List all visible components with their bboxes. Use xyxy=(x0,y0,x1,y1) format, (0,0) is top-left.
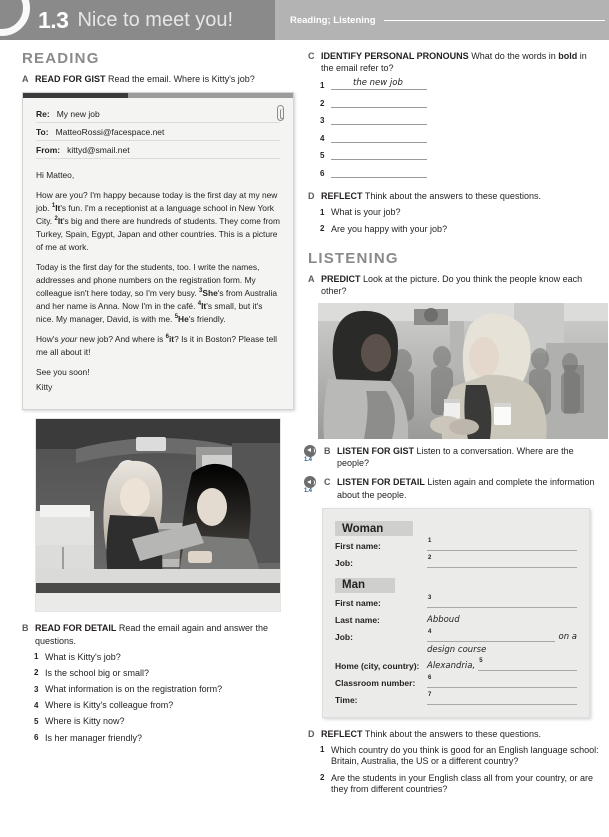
right-column xyxy=(300,50,609,801)
speaker-icon[interactable] xyxy=(304,445,316,457)
left-column xyxy=(0,50,300,801)
exercise-reading-a xyxy=(22,73,286,85)
exercise-listening-d xyxy=(308,728,601,740)
item-text: Are the students in your English class all from your country, or are they from different countries? xyxy=(331,772,593,795)
track-number: 1.4 xyxy=(304,488,312,495)
form-label: Job: xyxy=(335,631,353,642)
exercise-instruction: Look at the picture. Do you think the people know each other? xyxy=(321,273,583,296)
form-row xyxy=(335,555,577,569)
exercise-text xyxy=(321,50,601,74)
exercise-lead: REFLECT xyxy=(321,728,363,739)
exercise-lead: READ FOR DETAIL xyxy=(35,623,117,634)
skills-banner xyxy=(275,0,609,40)
form-input-line[interactable] xyxy=(427,538,577,551)
exercise-text xyxy=(321,273,601,297)
exercise-reading-b xyxy=(22,622,286,646)
form-input-line[interactable] xyxy=(478,657,577,671)
item-number: 1 xyxy=(320,81,325,91)
item-number: 4 xyxy=(320,133,325,143)
reading-b-question-list xyxy=(34,652,286,745)
answer-line[interactable] xyxy=(331,97,427,108)
list-item xyxy=(34,733,286,745)
form-row xyxy=(335,691,577,705)
form-label: Time: xyxy=(335,694,358,705)
email-signature: Kitty xyxy=(36,382,53,393)
exercise-letter: A xyxy=(22,74,29,84)
bold-pronoun: He xyxy=(178,314,189,325)
item-text: What information is on the registration form? xyxy=(45,684,223,695)
email-field-value: kittyd@smail.net xyxy=(67,144,130,155)
email-titlebar xyxy=(23,93,293,98)
email-text: 's small, but it's nice. My manager, David, is with me. xyxy=(36,301,263,325)
email-text: 's fun. I'm a receptionist at a language school in New York City. xyxy=(36,203,274,227)
email-field-value: MatteoRossi@facespace.net xyxy=(55,126,165,137)
list-item xyxy=(34,668,286,680)
email-field-value: My new job xyxy=(56,108,100,119)
exercise-letter: B xyxy=(22,623,29,634)
two-people-handshake-photo xyxy=(318,303,608,439)
item-number: 3 xyxy=(320,116,325,126)
exercise-text xyxy=(35,73,286,85)
list-item xyxy=(320,97,601,108)
form-row xyxy=(335,674,577,688)
form-value-wrap xyxy=(427,628,577,642)
form-input-line[interactable] xyxy=(427,594,577,608)
item-number: 2 xyxy=(320,224,325,234)
form-value-wrap xyxy=(427,594,577,608)
form-row xyxy=(335,538,577,552)
item-text: Where is Kitty now? xyxy=(45,716,125,727)
answer-line[interactable] xyxy=(331,114,427,125)
answer-line[interactable] xyxy=(331,149,427,160)
handwritten-continuation: design course xyxy=(427,644,487,655)
bold-pronoun: She xyxy=(202,288,218,299)
exercise-letter: C xyxy=(308,51,315,61)
item-number: 1 xyxy=(34,652,39,662)
form-label: Last name: xyxy=(335,614,380,625)
form-value-wrap xyxy=(427,674,577,688)
form-value-wrap xyxy=(427,657,577,671)
item-text: What is your job? xyxy=(331,207,401,218)
exercise-letter: D xyxy=(308,191,315,202)
form-value-wrap xyxy=(427,538,577,551)
list-item xyxy=(320,132,601,143)
email-field-key: Re: xyxy=(36,108,50,119)
content-columns xyxy=(0,40,609,801)
blank-number: 4 xyxy=(428,628,432,635)
exercise-instruction: Think about the answers to these questions. xyxy=(364,191,541,202)
list-item xyxy=(320,207,601,219)
unit-banner xyxy=(0,0,275,40)
paperclip-icon xyxy=(277,105,284,121)
exercise-letter: A xyxy=(308,273,315,284)
list-item xyxy=(320,79,601,90)
exercise-lead: IDENTIFY PERSONAL PRONOUNS xyxy=(321,51,469,61)
email-text: Today is the first day for the students, too. I write the names, addresses and phone numbers on the registration form. My colleague isn't here today, so I'm very busy. xyxy=(36,262,260,299)
list-item xyxy=(320,167,601,178)
email-text: 's big and there are hundreds of students. They come from Turkey, Spain, Egypt, Japan and other countries. This is a picture of me at work. xyxy=(36,216,280,253)
exercise-instruction: Read the email again and answer the questions. xyxy=(35,623,268,646)
group-label-man: Man xyxy=(335,578,395,593)
item-number: 4 xyxy=(34,700,39,710)
list-item xyxy=(320,114,601,125)
exercise-lead: READ FOR GIST xyxy=(35,74,106,84)
email-paragraph-3 xyxy=(36,333,280,359)
form-row xyxy=(335,594,577,608)
email-text: How's xyxy=(36,334,61,345)
exercise-lead: REFLECT xyxy=(321,191,363,202)
italic-word: your xyxy=(60,334,78,345)
email-field-key: From: xyxy=(36,144,61,155)
list-item xyxy=(320,224,601,236)
form-row xyxy=(335,657,577,671)
exercise-instruction: Think about the answers to these questions. xyxy=(364,728,541,739)
form-value-wrap xyxy=(427,555,577,568)
email-text: new job? And where is xyxy=(77,334,166,345)
email-titlebar-light xyxy=(128,93,293,98)
exercise-listening-a xyxy=(308,273,601,297)
email-text: 's friendly. xyxy=(188,314,226,325)
exercise-reading-c xyxy=(308,50,601,74)
bold-pronoun: It xyxy=(201,301,207,312)
item-text: Is her manager friendly? xyxy=(45,732,143,743)
exercise-listening-b xyxy=(304,445,601,469)
list-item xyxy=(34,716,286,728)
pronoun-marker: 6 xyxy=(165,334,169,341)
listening-detail-form xyxy=(322,508,590,718)
form-value-wrap xyxy=(427,615,577,625)
answer-line[interactable] xyxy=(331,132,427,143)
exercise-text xyxy=(321,190,601,202)
bold-pronoun: It xyxy=(55,203,61,214)
form-label: Classroom number: xyxy=(335,677,416,688)
item-number: 5 xyxy=(34,716,39,726)
bold-pronoun: it xyxy=(168,334,175,345)
item-number: 2 xyxy=(34,668,39,678)
item-number: 5 xyxy=(320,151,325,161)
track-number: 1.4 xyxy=(304,457,312,464)
pronoun-marker: 2 xyxy=(54,216,58,223)
email-card xyxy=(22,92,294,410)
pronoun-marker: 5 xyxy=(174,314,179,321)
header-rule xyxy=(384,20,606,21)
item-number: 2 xyxy=(320,773,325,783)
unit-number: 1.3 xyxy=(38,6,69,33)
item-text: What is Kitty's job? xyxy=(45,651,121,662)
item-number: 2 xyxy=(320,98,325,108)
pronoun-marker: 1 xyxy=(51,203,56,210)
form-input-line[interactable] xyxy=(427,555,577,568)
email-text: 's from Australia and her name is Anna. Now I'm in the café. xyxy=(36,288,278,312)
item-text: Is the school big or small? xyxy=(45,667,150,678)
exercise-lead: PREDICT xyxy=(321,273,361,284)
form-value-wrap xyxy=(427,691,577,705)
email-closing: See you soon! xyxy=(36,367,90,378)
list-item xyxy=(34,684,286,696)
blank-number: 3 xyxy=(428,594,432,601)
blank-number: 6 xyxy=(428,674,432,681)
blank-number: 5 xyxy=(479,657,483,664)
email-field-key: To: xyxy=(36,126,49,137)
speaker-icon[interactable] xyxy=(304,476,316,488)
email-text: ? Is it in Boston? Please tell me all about it! xyxy=(36,334,277,358)
reading-d-question-list xyxy=(320,207,601,235)
unit-title: Nice to meet you! xyxy=(77,8,234,31)
email-paragraph-1 xyxy=(36,189,280,254)
audio-track-b[interactable] xyxy=(304,445,324,463)
email-field-row xyxy=(36,123,280,141)
exercise-lead: LISTEN FOR DETAIL xyxy=(337,477,425,488)
list-item xyxy=(320,149,601,160)
blank-number: 2 xyxy=(428,555,432,562)
exercise-instruction-bold: bold xyxy=(558,51,578,61)
exercise-lead: LISTEN FOR GIST xyxy=(337,446,415,457)
audio-track-c[interactable] xyxy=(304,476,324,494)
form-input-line[interactable] xyxy=(427,628,555,642)
listening-section-title: LISTENING xyxy=(308,249,399,267)
form-row xyxy=(335,628,577,642)
list-item xyxy=(320,773,601,796)
exercise-text xyxy=(35,622,286,646)
pronoun-marker: 4 xyxy=(197,301,202,308)
list-item xyxy=(320,745,601,768)
blank-number: 1 xyxy=(428,538,432,545)
skills-label: Reading; Listening xyxy=(290,14,376,26)
exercise-instruction: Listen again and complete the information about the people. xyxy=(337,477,595,500)
item-text: Which country do you think is good for an English language school: Britain, Australia, the US or a different country? xyxy=(331,744,599,767)
form-label: First name: xyxy=(335,597,381,608)
email-paragraph-2 xyxy=(36,261,280,326)
listening-d-question-list xyxy=(320,745,601,796)
email-header-fields xyxy=(23,98,293,159)
page-header xyxy=(0,0,609,40)
email-body xyxy=(23,159,293,394)
item-number: 6 xyxy=(34,733,39,743)
form-label: Job: xyxy=(335,558,353,569)
email-titlebar-dark xyxy=(23,93,128,98)
exercise-instruction: Read the email. Where is Kitty's job? xyxy=(108,74,255,84)
item-text: Where is Kitty's colleague from? xyxy=(45,700,174,711)
form-label: Home (city, country): xyxy=(335,660,420,671)
handwritten-answer: Abboud xyxy=(427,614,460,625)
corner-arc-decoration xyxy=(0,0,30,36)
handwritten-tail: on a xyxy=(558,631,577,642)
exercise-text xyxy=(337,445,601,469)
list-item xyxy=(34,652,286,664)
answer-line[interactable] xyxy=(331,167,427,178)
blank-number: 7 xyxy=(428,691,432,698)
email-text: How are you? I'm happy because today is the first day at my new job. xyxy=(36,190,278,214)
item-number: 1 xyxy=(320,745,325,755)
item-number: 1 xyxy=(320,207,325,217)
exercise-text xyxy=(321,728,601,740)
exercise-instruction-b: in the email refer to? xyxy=(321,51,587,74)
pronoun-answer-list xyxy=(320,79,601,178)
exercise-instruction: Listen to a conversation. Where are the people? xyxy=(337,446,574,469)
exercise-instruction-a: What do the words in xyxy=(471,51,559,61)
email-field-row xyxy=(36,105,280,123)
receptionist-photo xyxy=(36,419,280,611)
email-greeting: Hi Matteo, xyxy=(36,170,75,181)
item-number: 6 xyxy=(320,168,325,178)
exercise-text xyxy=(337,476,601,500)
email-field-row xyxy=(36,141,280,159)
item-number: 3 xyxy=(34,684,39,694)
exercise-reading-d xyxy=(308,190,601,202)
pronoun-marker: 3 xyxy=(199,288,203,295)
exercise-letter: C xyxy=(324,477,331,488)
reading-section-title: READING xyxy=(22,50,100,67)
item-text: Are you happy with your job? xyxy=(331,223,448,234)
exercise-letter: D xyxy=(308,728,315,739)
exercise-letter: B xyxy=(324,446,331,457)
handwritten-answer: Alexandria, xyxy=(427,660,476,671)
list-item xyxy=(34,700,286,712)
exercise-listening-c xyxy=(304,476,601,500)
handwritten-answer: the new job xyxy=(353,78,403,89)
group-label-woman: Woman xyxy=(335,521,413,536)
bold-pronoun: It xyxy=(57,216,63,227)
form-label: First name: xyxy=(335,541,381,552)
form-input-line[interactable] xyxy=(427,691,577,705)
form-row xyxy=(335,615,577,625)
form-input-line[interactable] xyxy=(427,674,577,688)
answer-line[interactable] xyxy=(331,79,427,90)
